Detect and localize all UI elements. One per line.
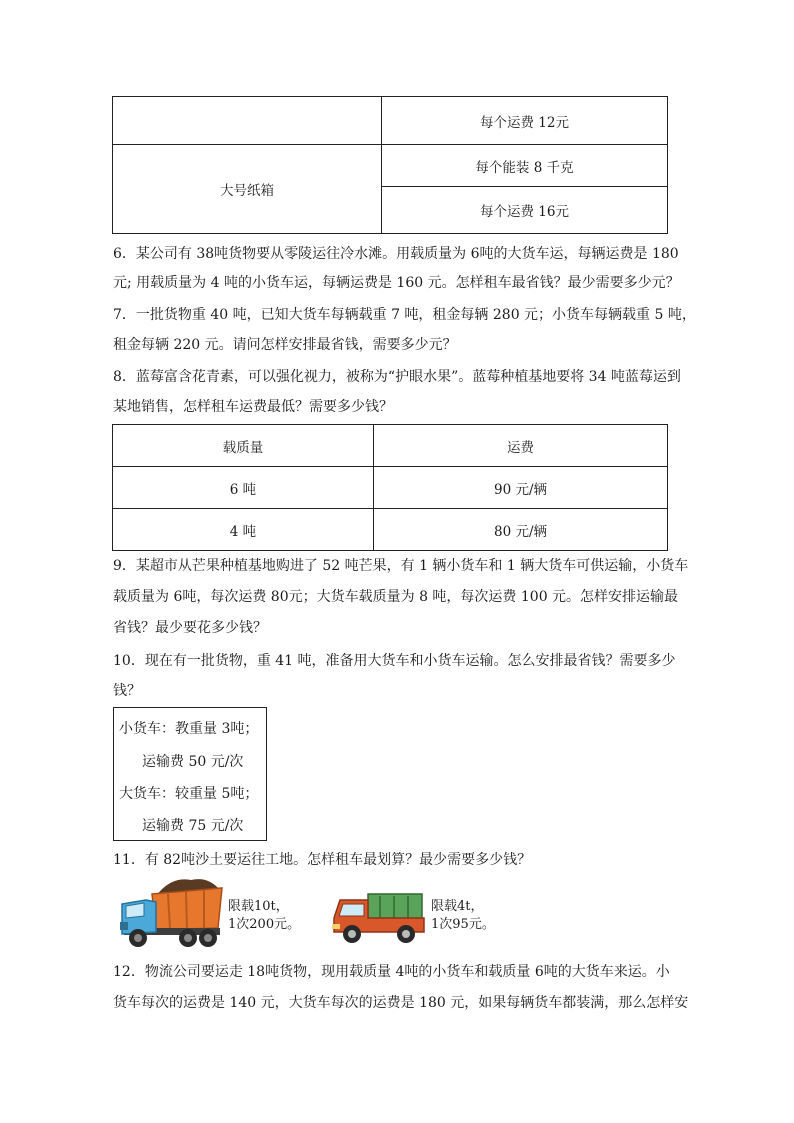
box-table-cell: 每个能装 8 千克 — [382, 145, 668, 187]
dump-truck-price: 1次200元。 — [228, 917, 301, 932]
q10-line1: 10．现在有一批货物，重 41 吨，准备用大货车和小货车运输。怎么安排最省钱？需要多少 — [113, 653, 676, 669]
dump-truck-icon — [116, 872, 226, 950]
freight-header: 运费 — [374, 425, 668, 467]
freight-cell: 6 吨 — [113, 467, 374, 509]
box-table-cell-empty — [113, 97, 382, 145]
dump-truck-capacity: 限载10t， — [228, 899, 289, 914]
spec-line: 运输费 50 元/次 — [142, 754, 244, 770]
pickup-capacity: 限载4t， — [431, 899, 484, 914]
q9-line3: 省钱？最少要花多少钱？ — [113, 620, 267, 636]
freight-cell: 4 吨 — [113, 509, 374, 551]
q9-line1: 9．某超市从芒果种植基地购进了 52 吨芒果，有 1 辆小货车和 1 辆大货车可供运输，小货车 — [113, 558, 689, 574]
truck-spec-box — [113, 707, 267, 841]
box-table-cell: 每个运费 16元 — [382, 187, 668, 234]
q12-line1: 12．物流公司要运走 18吨货物，现用载质量 4吨的小货车和载质量 6吨的大货车来运。小 — [113, 964, 670, 980]
q7-line1: 7．一批货物重 40 吨，已知大货车每辆载重 7 吨，租金每辆 280 元；小货车每辆载重 5 吨， — [113, 307, 696, 323]
freight-cell: 90 元/辆 — [374, 467, 668, 509]
q12-line2: 货车每次的运费是 140 元，大货车每次的运费是 180 元，如果每辆货车都装满，那么怎样安 — [113, 995, 689, 1011]
q6-line1: 6．某公司有 38吨货物要从零陵运往冷水滩。用载质量为 6吨的大货车运，每辆运费是 180 — [113, 246, 679, 262]
freight-table — [112, 424, 668, 551]
q8-line2: 某地销售，怎样租车运费最低？需要多少钱？ — [113, 399, 393, 415]
q11-line1: 11．有 82吨沙土要运往工地。怎样租车最划算？最少需要多少钱？ — [113, 852, 532, 868]
freight-cell: 80 元/辆 — [374, 509, 668, 551]
box-table-cell: 每个运费 12元 — [382, 97, 668, 145]
spec-line: 大货车：较重量 5吨； — [119, 786, 259, 802]
box-table — [112, 96, 668, 234]
box-table-label: 大号纸箱 — [113, 145, 382, 234]
q7-line2: 租金每辆 220 元。请问怎样安排最省钱，需要多少元？ — [113, 337, 457, 353]
q9-line2: 载质量为 6吨，每次运费 80元；大货车载质量为 8 吨，每次运费 100 元。怎样安排运输最 — [113, 589, 679, 605]
pickup-truck-icon — [330, 888, 426, 946]
q10-line2: 钱？ — [113, 683, 141, 699]
spec-line: 小货车：教重量 3吨； — [119, 721, 259, 737]
q8-line1: 8．蓝莓富含花青素，可以强化视力，被称为“护眼水果”。蓝莓种植基地要将 34 吨蓝莓运到 — [113, 369, 681, 385]
freight-header: 载质量 — [113, 425, 374, 467]
pickup-price: 1次95元。 — [431, 917, 495, 932]
spec-line: 运输费 75 元/次 — [142, 818, 244, 834]
q6-line2: 元; 用载质量为 4 吨的小货车运，每辆运费是 160 元。怎样租车最省钱？最少需要多少元？ — [113, 275, 680, 291]
